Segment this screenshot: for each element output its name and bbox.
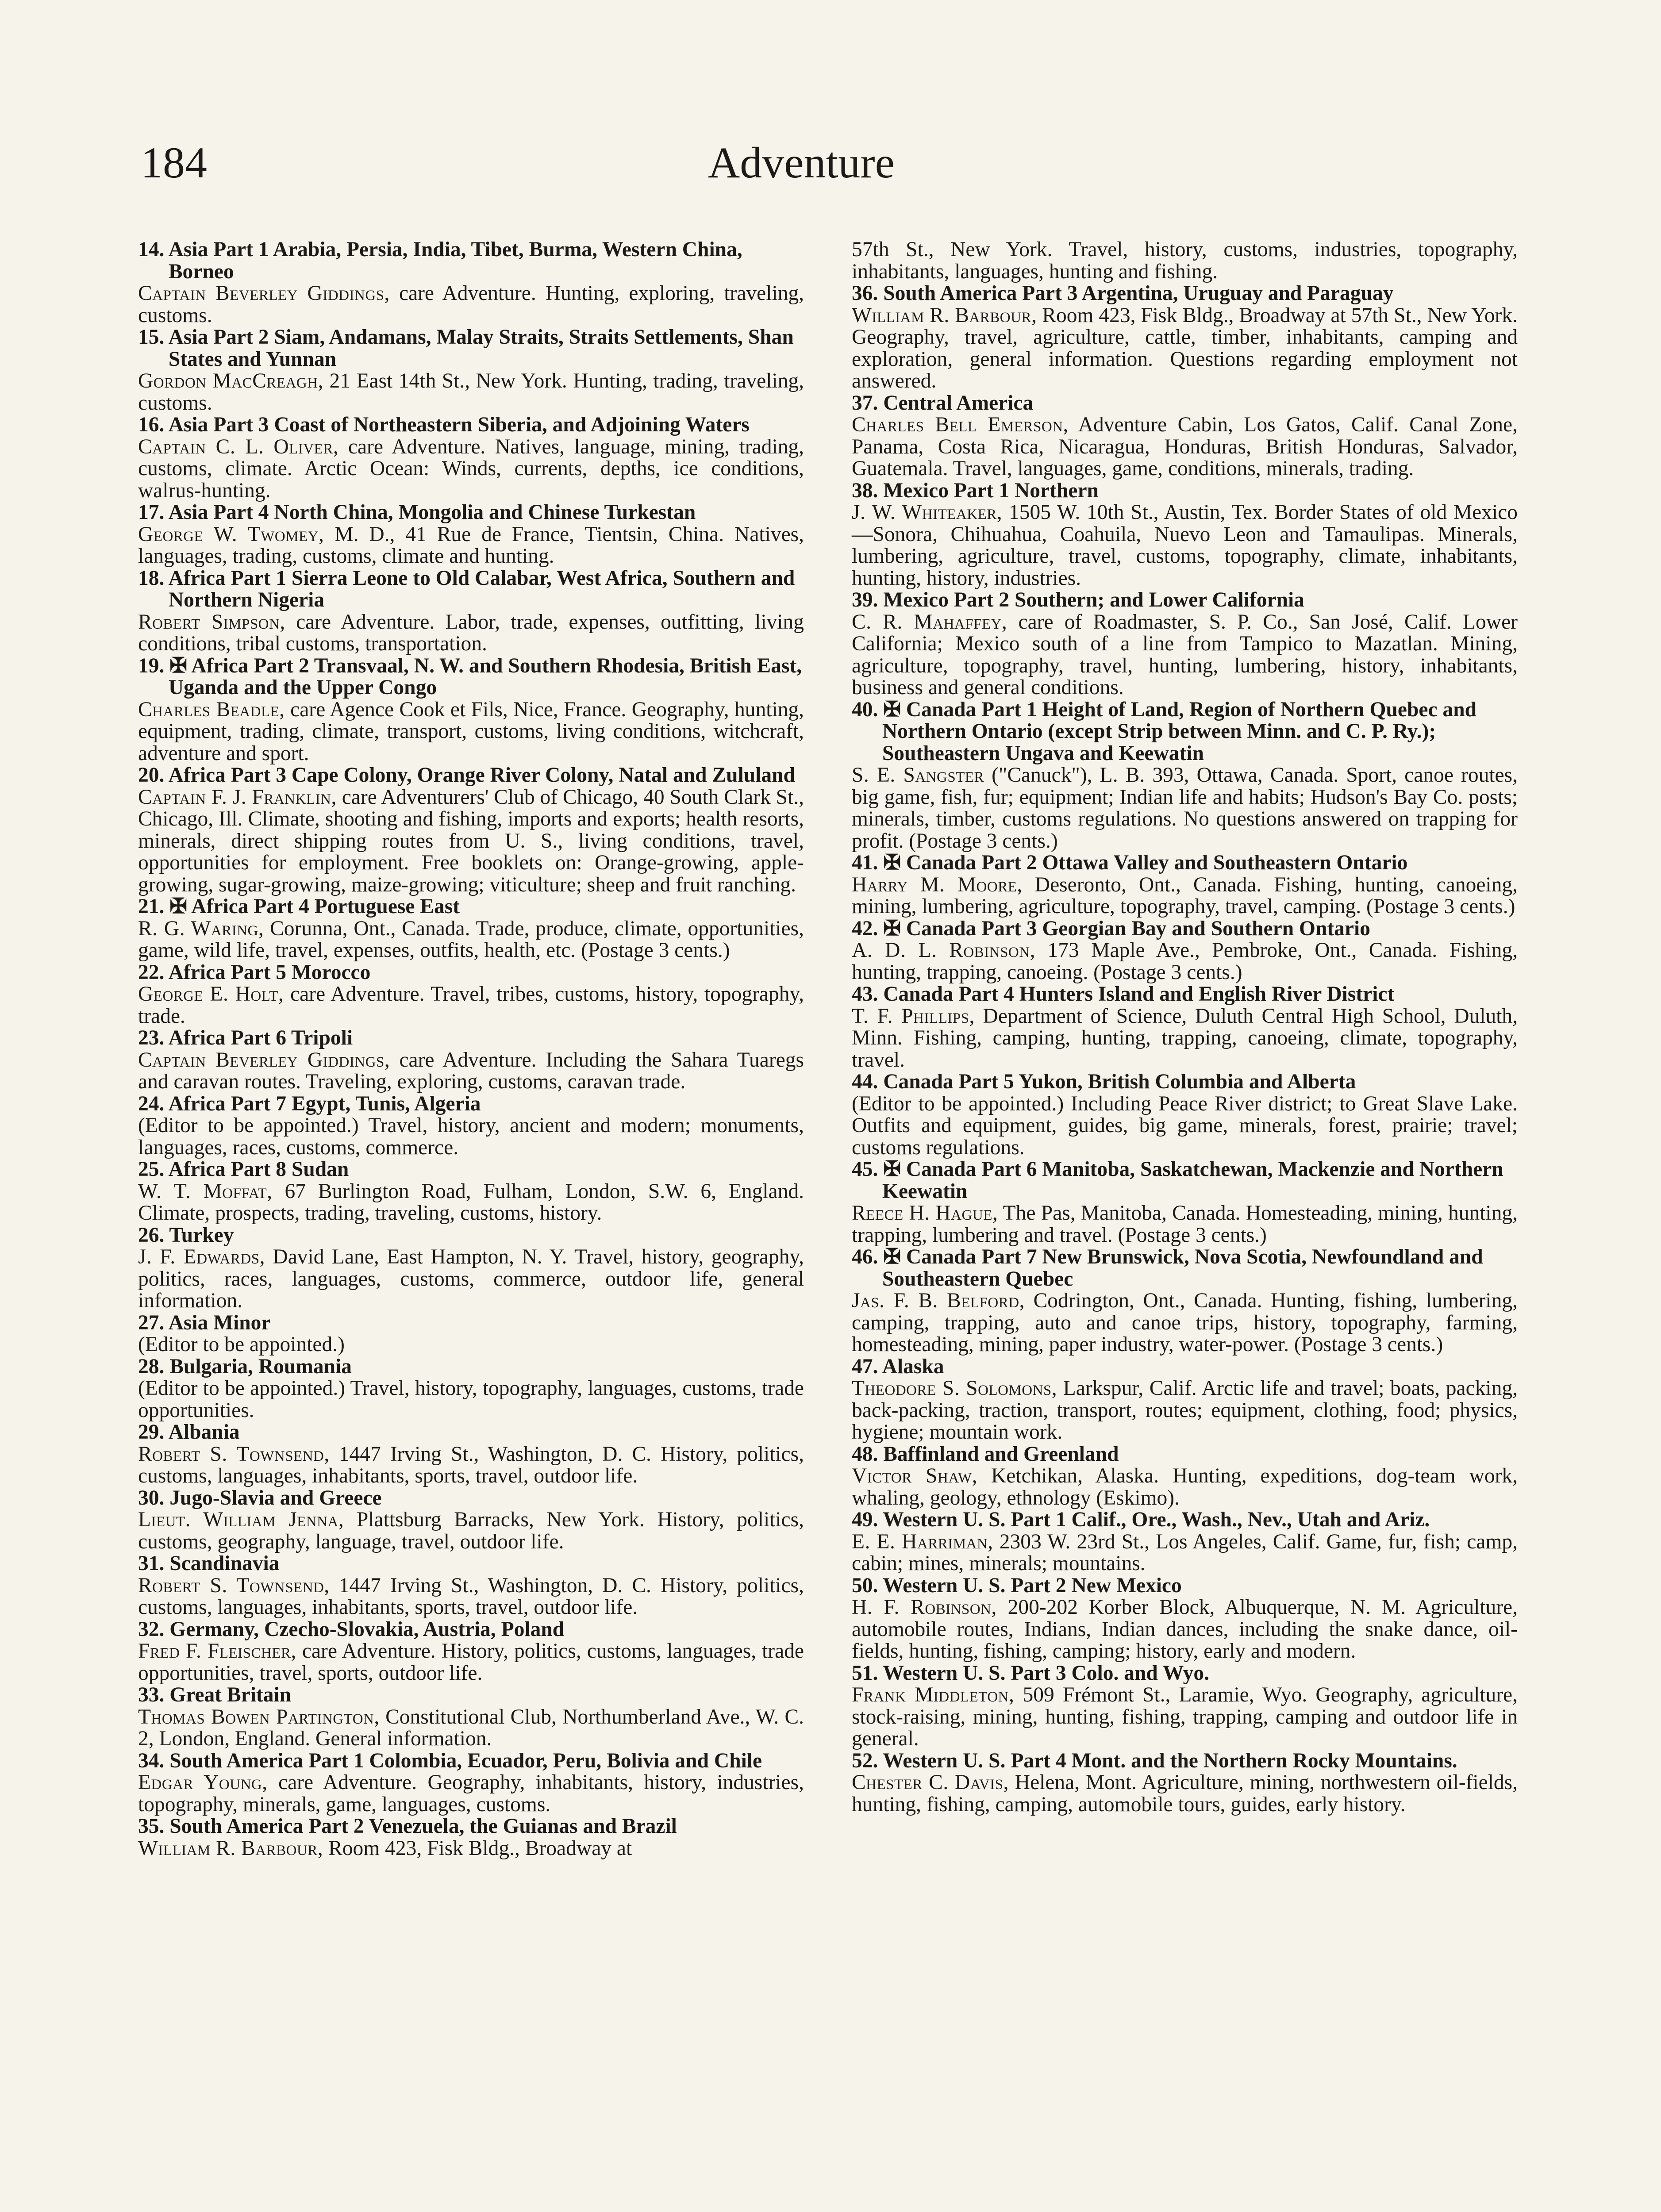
entry-heading: 39. Mexico Part 2 Southern; and Lower California [852, 588, 1304, 611]
entry-text: 67 Burlington Road, Fulham, London, S.W. 6, England. Climate, prospects, trading, traveling, customs, history. [138, 1179, 804, 1225]
directory-entry [138, 962, 804, 1028]
editor-name: W. T. Moffat, [138, 1179, 273, 1203]
editor-name: William R. Barbour, [138, 1836, 323, 1860]
entry-text: Deseronto, Ont., Canada. Fishing, hunting, canoeing, mining, lumbering, agriculture, topography, travel, camping. (Postage 3 cents.) [852, 873, 1518, 918]
directory-entry [138, 1684, 804, 1750]
entry-heading: 36. South America Part 3 Argentina, Uruguay and Paraguay [852, 282, 1394, 305]
directory-entry [852, 1071, 1518, 1159]
entry-text: (Editor to be appointed.) Travel, history, topography, languages, customs, trade opportunities. [138, 1377, 804, 1422]
entry-text: Plattsburg Barracks, New York. History, politics, customs, geography, language, travel, outdoor life. [138, 1508, 804, 1553]
directory-entry [852, 589, 1518, 699]
entry-body [852, 1093, 1518, 1159]
entry-body [138, 370, 804, 414]
entry-text: Ketchikan, Alaska. Hunting, expeditions, dog-team work, whaling, geology, ethnology (Eskimo). [852, 1464, 1518, 1509]
editor-name: George W. Twomey, [138, 522, 324, 546]
editor-name: E. E. Harriman, [852, 1530, 993, 1553]
entry-text: (Editor to be appointed.) Travel, history, ancient and modern; monuments, languages, races, customs, commerce. [138, 1114, 804, 1159]
directory-entry [852, 1750, 1518, 1816]
entry-body [852, 1006, 1518, 1071]
entry-heading: 17. Asia Part 4 North China, Mongolia and Chinese Turkestan [138, 501, 696, 524]
entry-body [852, 1772, 1518, 1816]
editor-name: Fred F. Fleischer, [138, 1640, 296, 1663]
entry-heading: 34. South America Part 1 Colombia, Ecuador, Peru, Bolivia and Chile [138, 1749, 762, 1772]
entry-text: care Adventure. Including the Sahara Tuaregs and caravan routes. Traveling, exploring, customs, caravan trade. [138, 1048, 804, 1093]
entry-heading: 27. Asia Minor [138, 1311, 271, 1334]
entry-body [852, 1290, 1518, 1356]
entry-text: Corunna, Ont., Canada. Trade, produce, climate, opportunities, game, wild life, travel, expenses, outfits, health, etc. (Postage 3 cents.) [138, 917, 804, 962]
directory-entry [138, 1159, 804, 1225]
entry-body [138, 1378, 804, 1421]
entry-heading: 37. Central America [852, 391, 1034, 415]
entry-heading: 14. Asia Part 1 Arabia, Persia, India, Tibet, Burma, Western China, Borneo [138, 238, 742, 283]
entry-text: care Adventure. Geography, inhabitants, history, industries, topography, minerals, game, languages, customs. [138, 1771, 804, 1816]
editor-name: Harry M. Moore, [852, 873, 1023, 896]
entry-body [138, 1334, 804, 1356]
entry-text: care of Roadmaster, S. P. Co., San José, Calif. Lower California; Mexico south of a line from Tampico to Mazatlan. Mining, agriculture, topography, travel, hunting, lumbering, history, inhabitants, business and general conditions. [852, 610, 1518, 699]
editor-name: Edgar Young, [138, 1771, 268, 1794]
editor-name: Victor Shaw, [852, 1464, 978, 1487]
directory-entry [852, 239, 1518, 283]
editor-name: Reece H. Hague, [852, 1202, 998, 1225]
entry-text: Adventure Cabin, Los Gatos, Calif. Canal Zone, Panama, Costa Rica, Nicaragua, Honduras, British Honduras, Salvador, Guatemala. Travel, languages, game, conditions, minerals, trading. [852, 413, 1518, 480]
entry-body [138, 1115, 804, 1159]
directory-entry [138, 764, 804, 896]
directory-entry [852, 983, 1518, 1071]
editor-name: H. F. Robinson, [852, 1596, 997, 1619]
editor-name: Frank Middleton, [852, 1683, 1015, 1706]
entry-body [852, 1465, 1518, 1509]
directory-entry [138, 502, 804, 568]
directory-entry [138, 568, 804, 655]
directory-entry [138, 1816, 804, 1859]
entry-text: 1505 W. 10th St., Austin, Tex. Border States of old Mexico—Sonora, Chihuahua, Coahuila, Nuevo Leon and Tamaulipas. Minerals, lumbering, agriculture, travel, customs, topography, climate, inhabitants, hunting, history, industries. [852, 501, 1518, 590]
directory-entry [138, 1312, 804, 1356]
entry-body [138, 283, 804, 326]
entry-text: ("Canuck"), L. B. 393, Ottawa, Canada. Sport, canoe routes, big game, fish, fur; equipment; Indian life and habits; Hudson's Bay Co. posts; minerals, timber, customs regulations. No questions answered on trapping for profit. (Postage 3 cents.) [852, 764, 1518, 853]
entry-heading: 49. Western U. S. Part 1 Calif., Ore., Wash., Nev., Utah and Ariz. [852, 1508, 1430, 1531]
entry-text: Constitutional Club, Northumberland Ave., W. C. 2, London, England. General information. [138, 1705, 804, 1750]
entry-heading: 26. Turkey [138, 1223, 234, 1247]
entry-heading: 31. Scandinavia [138, 1552, 280, 1575]
entry-body [852, 1531, 1518, 1575]
editor-name: J. W. Whiteaker, [852, 501, 1003, 524]
entry-text: The Pas, Manitoba, Canada. Homesteading, mining, hunting, trapping, lumbering and travel. (Postage 3 cents.) [852, 1202, 1518, 1247]
editor-name: George E. Holt, [138, 983, 284, 1006]
entry-text: care Adventure. Natives, language, mining, trading, customs, climate. Arctic Ocean: Winds, currents, depths, ice conditions, walrus-hunting. [138, 435, 804, 502]
editor-name: Charles Bell Emerson, [852, 413, 1069, 436]
entry-body [138, 1575, 804, 1619]
editor-name: R. G. Waring, [138, 917, 264, 940]
entry-body [852, 764, 1518, 852]
entry-text: David Lane, East Hampton, N. Y. Travel, history, geography, politics, races, languages, customs, commerce, outdoor life, general information. [138, 1245, 804, 1312]
entry-heading: 45. ✠ Canada Part 6 Manitoba, Saskatchewan, Mackenzie and Northern Keewatin [852, 1158, 1503, 1203]
editor-name: Robert S. Townsend, [138, 1574, 330, 1597]
editor-name: Captain F. J. Franklin, [138, 785, 337, 809]
directory-entry [138, 1225, 804, 1312]
entry-body [138, 611, 804, 655]
entry-heading: 48. Baffinland and Greenland [852, 1442, 1119, 1466]
entry-body [852, 414, 1518, 480]
directory-entry [138, 896, 804, 962]
entry-heading: 43. Canada Part 4 Hunters Island and English River District [852, 983, 1395, 1006]
directory-entry [852, 283, 1518, 392]
directory-entry [138, 326, 804, 414]
entry-body [852, 1202, 1518, 1246]
editor-name: Theodore S. Solomons, [852, 1377, 1057, 1400]
entry-heading: 29. Albania [138, 1421, 240, 1444]
directory-entry [852, 1575, 1518, 1663]
directory-entry [138, 655, 804, 765]
entry-body [138, 436, 804, 502]
editor-name: Gordon MacCreagh, [138, 369, 323, 392]
entry-heading: 30. Jugo-Slavia and Greece [138, 1486, 382, 1509]
entry-text: 509 Frémont St., Laramie, Wyo. Geography, agriculture, stock-raising, mining, hunting, fishing, trapping, camping and outdoor life in general. [852, 1683, 1518, 1750]
editor-name: Captain Beverley Giddings, [138, 1048, 390, 1071]
entry-body [852, 940, 1518, 983]
editor-name: C. R. Mahaffey, [852, 610, 1007, 634]
editor-name: Captain C. L. Oliver, [138, 435, 339, 458]
entry-heading: 22. Africa Part 5 Morocco [138, 960, 371, 984]
entry-text: Codrington, Ont., Canada. Hunting, fishing, lumbering, camping, trapping, auto and canoe trips, history, topography, farming, homesteading, mining, paper industry, water-power. (Postage 3 cents.) [852, 1289, 1518, 1356]
page-title: Adventure [708, 138, 895, 187]
entry-heading: 51. Western U. S. Part 3 Colo. and Wyo. [852, 1661, 1209, 1685]
entry-text: care Adventure. Hunting, exploring, traveling, customs. [138, 282, 804, 327]
directory-entry [852, 1663, 1518, 1750]
entry-text: Helena, Mont. Agriculture, mining, northwestern oil-fields, hunting, fishing, camping, automobile tours, guides, early history. [852, 1771, 1518, 1816]
entry-text: care Adventure. History, politics, customs, languages, trade opportunities, travel, sports, outdoor life. [138, 1640, 804, 1685]
editor-name: Thomas Bowen Partington, [138, 1705, 380, 1728]
entry-heading: 15. Asia Part 2 Siam, Andamans, Malay Straits, Straits Settlements, Shan States and Yunnan [138, 326, 794, 371]
editor-name: Charles Beadle, [138, 698, 285, 721]
entry-body [138, 524, 804, 568]
editor-name: T. F. Phillips, [852, 1004, 975, 1028]
entry-body [138, 1181, 804, 1225]
entry-body [852, 305, 1518, 392]
editor-name: Robert S. Townsend, [138, 1442, 330, 1466]
entry-heading: 33. Great Britain [138, 1683, 292, 1706]
entry-body [852, 1378, 1518, 1444]
directory-entry [138, 1356, 804, 1422]
directory-entry [138, 1421, 804, 1487]
entry-heading: 21. ✠ Africa Part 4 Portuguese East [138, 895, 460, 918]
entry-heading: 35. South America Part 2 Venezuela, the Guianas and Brazil [138, 1815, 677, 1838]
entry-text: (Editor to be appointed.) [138, 1333, 345, 1356]
directory-entry [852, 1356, 1518, 1444]
entry-body [852, 1684, 1518, 1750]
entry-text: care Adventure. Labor, trade, expenses, outfitting, living conditions, tribal customs, transportation. [138, 610, 804, 655]
directory-entry [138, 414, 804, 502]
directory-entry [852, 1159, 1518, 1246]
editor-name: Jas. F. B. Belford, [852, 1289, 1025, 1312]
page-number: 184 [141, 138, 207, 187]
entry-body [138, 983, 804, 1027]
entry-heading: 46. ✠ Canada Part 7 New Brunswick, Nova Scotia, Newfoundland and Southeastern Quebec [852, 1245, 1483, 1290]
editor-name: Captain Beverley Giddings, [138, 282, 390, 305]
entry-text: 1447 Irving St., Washington, D. C. History, politics, customs, languages, inhabitants, sports, travel, outdoor life. [138, 1442, 804, 1487]
directory-entry [138, 1487, 804, 1553]
directory-entry [852, 392, 1518, 480]
entry-heading: 47. Alaska [852, 1355, 944, 1378]
editor-name: J. F. Edwards, [138, 1245, 265, 1268]
editor-name: S. E. Sangster [852, 764, 984, 787]
directory-entry [138, 1619, 804, 1685]
entry-body [138, 1772, 804, 1816]
editor-name: Chester C. Davis, [852, 1771, 1009, 1794]
entry-body [852, 1597, 1518, 1663]
directory-entry [138, 1027, 804, 1093]
entry-text: 21 East 14th St., New York. Hunting, trading, traveling, customs. [138, 369, 804, 415]
entry-heading: 24. Africa Part 7 Egypt, Tunis, Algeria [138, 1092, 481, 1115]
directory-entry [138, 1750, 804, 1816]
editor-name: Lieut. William Jenna, [138, 1508, 344, 1531]
directory-entry [852, 852, 1518, 918]
entry-body [852, 874, 1518, 918]
entry-heading: 19. ✠ Africa Part 2 Transvaal, N. W. and Southern Rhodesia, British East, Uganda and the Upper Congo [138, 654, 802, 699]
entry-heading: 42. ✠ Canada Part 3 Georgian Bay and Southern Ontario [852, 917, 1370, 940]
entry-text: Room 423, Fisk Bldg., Broadway at 57th St., New York. Geography, travel, agriculture, cattle, timber, inhabitants, camping and exploration, general information. Questions regarding employment not answered. [852, 303, 1518, 392]
entry-text: (Editor to be appointed.) Including Peace River district; to Great Slave Lake. Outfits and equipment, guides, big game, minerals, forest, prairie; travel; customs regulations. [852, 1092, 1518, 1159]
entry-body [852, 611, 1518, 699]
entry-text: Room 423, Fisk Bldg., Broadway at [328, 1836, 632, 1860]
entry-text: Department of Science, Duluth Central High School, Duluth, Minn. Fishing, camping, hunting, trapping, canoeing, climate, topography, travel. [852, 1004, 1518, 1071]
right-column [852, 239, 1518, 1816]
entry-text: M. D., 41 Rue de France, Tientsin, China. Natives, languages, trading, customs, climate and hunting. [138, 522, 804, 568]
entry-text: 173 Maple Ave., Pembroke, Ont., Canada. Fishing, hunting, trapping, canoeing. (Postage 3 cents.) [852, 939, 1518, 984]
directory-entry [852, 918, 1518, 984]
entry-body [138, 1246, 804, 1312]
entry-body [138, 1444, 804, 1487]
entry-text: 1447 Irving St., Washington, D. C. History, politics, customs, languages, inhabitants, sports, travel, outdoor life. [138, 1574, 804, 1619]
directory-entry [852, 1246, 1518, 1356]
entry-heading: 16. Asia Part 3 Coast of Northeastern Siberia, and Adjoining Waters [138, 413, 750, 436]
directory-entry [852, 699, 1518, 853]
entry-body [138, 787, 804, 896]
editor-name: A. D. L. Robinson, [852, 939, 1035, 962]
directory-entry [852, 1509, 1518, 1575]
editor-name: William R. Barbour, [852, 303, 1037, 327]
entry-heading: 32. Germany, Czecho-Slovakia, Austria, Poland [138, 1617, 565, 1641]
entry-heading: 50. Western U. S. Part 2 New Mexico [852, 1574, 1182, 1597]
entry-heading: 41. ✠ Canada Part 2 Ottawa Valley and Southeastern Ontario [852, 851, 1408, 874]
entry-heading: 18. Africa Part 1 Sierra Leone to Old Calabar, West Africa, Southern and Northern Nigeria [138, 566, 795, 611]
entry-body [852, 239, 1518, 283]
entry-body [852, 502, 1518, 589]
directory-entry [138, 239, 804, 326]
directory-entry [852, 1444, 1518, 1509]
left-column [138, 239, 804, 1859]
entry-heading: 25. Africa Part 8 Sudan [138, 1158, 349, 1181]
directory-entry [138, 1093, 804, 1159]
directory-entry [852, 480, 1518, 590]
entry-heading: 38. Mexico Part 1 Northern [852, 479, 1099, 502]
entry-text: care Adventure. Travel, tribes, customs, history, topography, trade. [138, 983, 804, 1028]
entry-heading: 52. Western U. S. Part 4 Mont. and the Northern Rocky Mountains. [852, 1749, 1457, 1772]
editor-name: Robert Simpson, [138, 610, 285, 634]
entry-heading: 23. Africa Part 6 Tripoli [138, 1026, 353, 1049]
entry-body [138, 1049, 804, 1093]
entry-body [138, 918, 804, 962]
entry-heading: 44. Canada Part 5 Yukon, British Columbia and Alberta [852, 1070, 1356, 1093]
entry-body [138, 1640, 804, 1684]
entry-text: 57th St., New York. Travel, history, customs, industries, topography, inhabitants, languages, hunting and fishing. [852, 238, 1518, 283]
entry-text: 2303 W. 23rd St., Los Angeles, Calif. Game, fur, fish; camp, cabin; mines, minerals; mountains. [852, 1530, 1518, 1575]
entry-text: care Adventurers' Club of Chicago, 40 South Clark St., Chicago, Ill. Climate, shooting and fishing, imports and exports; health resorts, minerals, direct shipping routes from U. S., living conditions, travel, opportunities for employment. Free booklets on: Orange-growing, apple-growing, sugar-growing, maize-growing; viticulture; sheep and fruit ranching. [138, 785, 804, 896]
entry-text: 200-202 Korber Block, Albuquerque, N. M. Agriculture, automobile routes, Indians, Indian dances, including the snake dance, oil-fields, hunting, fishing, camping; history, early and modern. [852, 1596, 1518, 1663]
entry-body [138, 1509, 804, 1553]
entry-text: care Agence Cook et Fils, Nice, France. Geography, hunting, equipment, trading, climate, transport, customs, living conditions, witchcraft, adventure and sport. [138, 698, 804, 765]
entry-body [138, 1706, 804, 1750]
directory-entry [138, 1553, 804, 1619]
entry-heading: 20. Africa Part 3 Cape Colony, Orange River Colony, Natal and Zululand [138, 764, 795, 787]
entry-text: Larkspur, Calif. Arctic life and travel; boats, packing, back-packing, traction, transport, routes; equipment, clothing, food; physics, hygiene; mountain work. [852, 1377, 1518, 1444]
entry-body [138, 699, 804, 765]
entry-body [138, 1838, 804, 1860]
entry-heading: 28. Bulgaria, Roumania [138, 1355, 352, 1378]
entry-heading: 40. ✠ Canada Part 1 Height of Land, Region of Northern Quebec and Northern Ontario (except Strip between Minn. and C. P. Ry.); Southeastern Ungava and Keewatin [852, 698, 1477, 765]
